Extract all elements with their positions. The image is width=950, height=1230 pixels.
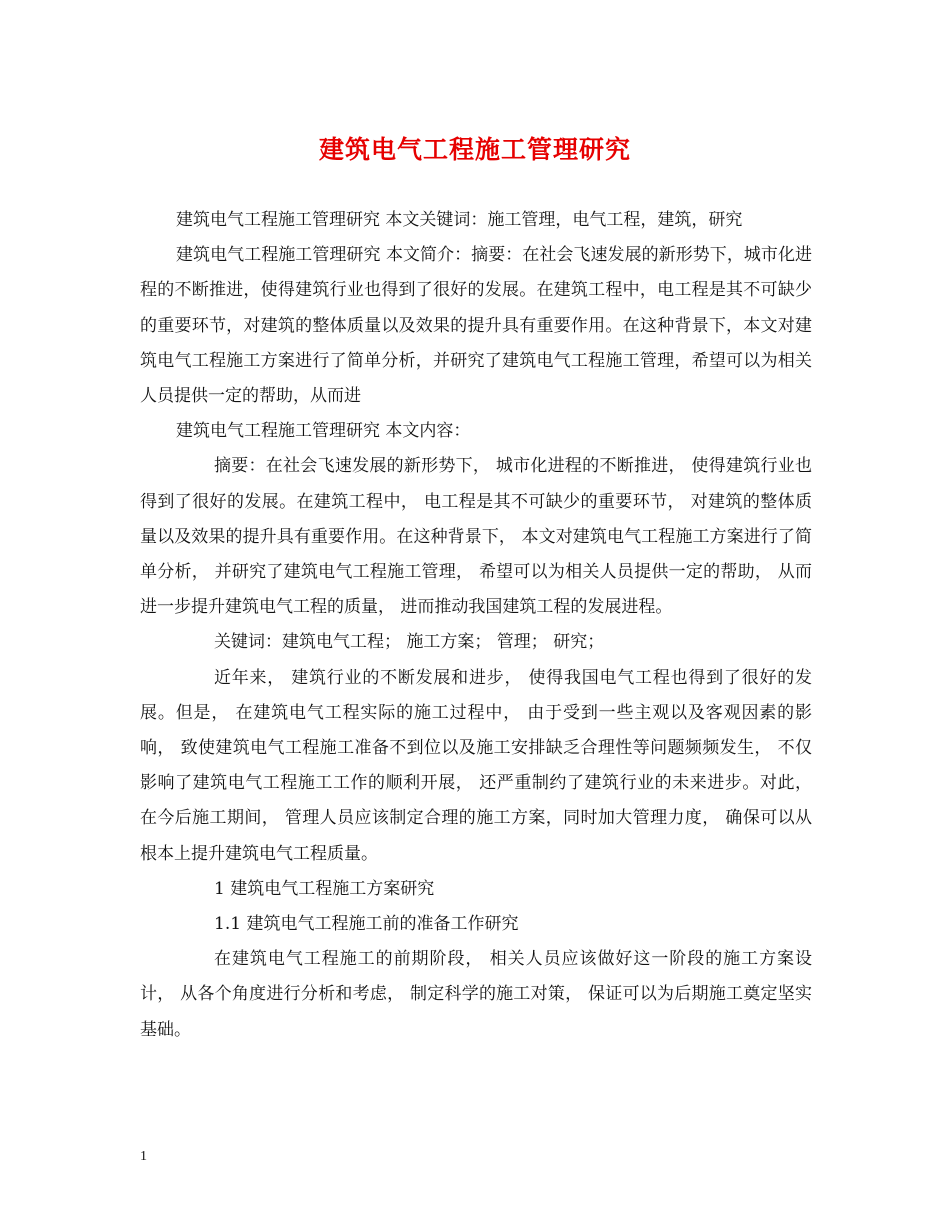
content-heading-line: 建筑电气工程施工管理研究 本文内容： [176, 421, 471, 442]
introduction-paragraph: 近年来， 建筑行业的不断发展和进步， 使得我国电气工程也得到了很好的发展。但是， 在建筑电气工程实际的施工过程中， 由于受到一些主观以及客观因素的影响， 致使建筑电气工程施工准备不到位以及施工安排缺乏合理性等问题频频发生， 不仅影响了建筑电气工程施工工作的顺利开展， 还严重制约了建筑行业的未来进步。对此， 在今后施工期间， 管理人员应该制定合理的施工方案，同时加大管理力度， 确保可以从根本上提升建筑电气工程质量。 [140, 667, 812, 864]
keywords-summary-line: 建筑电气工程施工管理研究 本文关键词：施工管理，电气工程，建筑，研究 [176, 210, 743, 230]
document-body [140, 203, 812, 1048]
subsection-heading: 1.1 建筑电气工程施工前的准备工作研究 [214, 914, 519, 935]
body-paragraph: 在建筑电气工程施工的前期阶段， 相关人员应该做好这一阶段的施工方案设计， 从各个角度进行分析和考虑， 制定科学的施工对策， 保证可以为后期施工奠定坚实基础。 [140, 949, 812, 1040]
keywords-paragraph: 关键词：建筑电气工程； 施工方案； 管理； 研究； [214, 632, 605, 653]
abstract-paragraph: 摘要：在社会飞速发展的新形势下， 城市化进程的不断推进， 使得建筑行业也得到了很好的发展。在建筑工程中， 电工程是其不可缺少的重要环节， 对建筑的整体质量以及效果的提升具有重要作用。在这种背景下， 本文对建筑电气工程施工方案进行了简单分析， 并研究了建筑电气工程施工管理， 希望可以为相关人员提供一定的帮助， 从而进一步提升建筑电气工程的质量， 进而推动我国建筑工程的发展进程。 [140, 456, 812, 618]
abstract-summary-paragraph: 建筑电气工程施工管理研究 本文简介：摘要：在社会飞速发展的新形势下，城市化进程的不断推进，使得建筑行业也得到了很好的发展。在建筑工程中，电工程是其不可缺少的重要环节，对建筑的整体质量以及效果的提升具有重要作用。在这种背景下，本文对建筑电气工程施工方案进行了简单分析，并研究了建筑电气工程施工管理，希望可以为相关人员提供一定的帮助，从而进 [140, 245, 812, 407]
page-number: 1 [140, 1149, 147, 1164]
section-heading: 1 建筑电气工程施工方案研究 [214, 878, 435, 899]
document-title: 建筑电气工程施工管理研究 [318, 135, 631, 164]
